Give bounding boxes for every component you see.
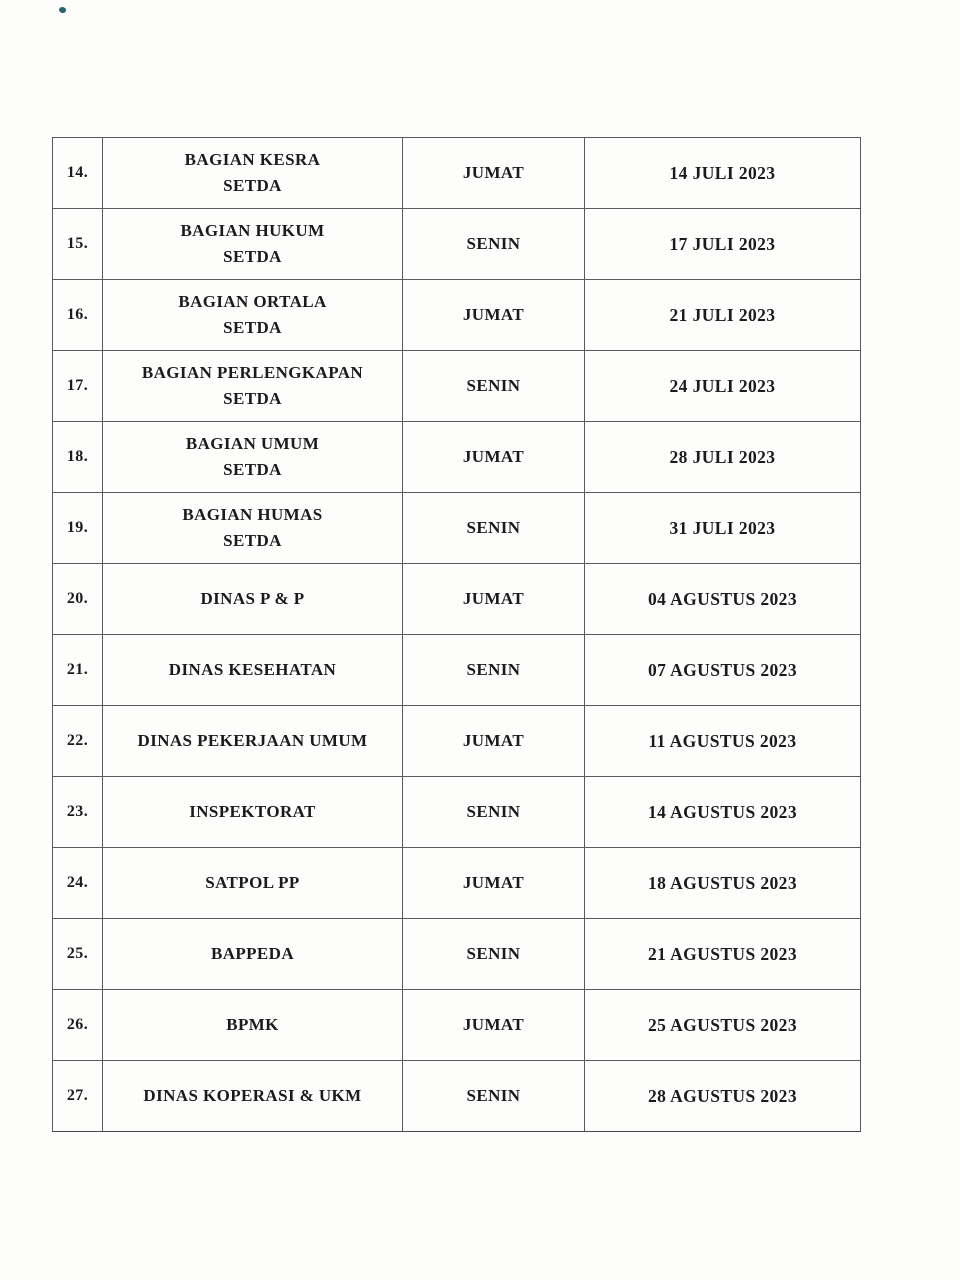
scanned-page bbox=[52, 137, 861, 1132]
unit-name-cell bbox=[103, 138, 403, 209]
date-cell: 04 AGUSTUS 2023 bbox=[585, 564, 861, 635]
day-cell: JUMAT bbox=[403, 422, 585, 493]
unit-name-line1: DINAS PEKERJAAN UMUM bbox=[137, 731, 368, 750]
ink-dot-mark bbox=[58, 6, 67, 14]
row-number-cell: 20. bbox=[53, 564, 103, 635]
day-cell: SENIN bbox=[403, 777, 585, 848]
unit-name-cell bbox=[103, 1061, 403, 1132]
unit-name-cell bbox=[103, 777, 403, 848]
unit-name-line1: BAGIAN HUMAS bbox=[182, 505, 323, 524]
date-cell: 28 AGUSTUS 2023 bbox=[585, 1061, 861, 1132]
day-cell: JUMAT bbox=[403, 564, 585, 635]
day-cell: JUMAT bbox=[403, 706, 585, 777]
row-number-cell: 27. bbox=[53, 1061, 103, 1132]
table-row bbox=[53, 493, 861, 564]
day-cell: SENIN bbox=[403, 209, 585, 280]
unit-name-line1: BAGIAN HUKUM bbox=[180, 221, 325, 240]
row-number-cell: 16. bbox=[53, 280, 103, 351]
row-number-cell: 14. bbox=[53, 138, 103, 209]
date-cell: 11 AGUSTUS 2023 bbox=[585, 706, 861, 777]
date-cell: 25 AGUSTUS 2023 bbox=[585, 990, 861, 1061]
row-number-cell: 15. bbox=[53, 209, 103, 280]
unit-name-cell bbox=[103, 209, 403, 280]
table-row bbox=[53, 848, 861, 919]
unit-name-cell bbox=[103, 635, 403, 706]
table-row bbox=[53, 706, 861, 777]
row-number-cell: 24. bbox=[53, 848, 103, 919]
unit-name-cell bbox=[103, 848, 403, 919]
date-cell: 21 JULI 2023 bbox=[585, 280, 861, 351]
unit-name-cell bbox=[103, 493, 403, 564]
unit-name-cell bbox=[103, 706, 403, 777]
date-cell: 17 JULI 2023 bbox=[585, 209, 861, 280]
unit-name-cell bbox=[103, 351, 403, 422]
unit-name-cell bbox=[103, 990, 403, 1061]
date-cell: 14 JULI 2023 bbox=[585, 138, 861, 209]
unit-name-cell bbox=[103, 280, 403, 351]
date-cell: 24 JULI 2023 bbox=[585, 351, 861, 422]
date-cell: 14 AGUSTUS 2023 bbox=[585, 777, 861, 848]
row-number-cell: 19. bbox=[53, 493, 103, 564]
unit-name-line1: INSPEKTORAT bbox=[189, 802, 316, 821]
table-row bbox=[53, 138, 861, 209]
date-cell: 31 JULI 2023 bbox=[585, 493, 861, 564]
table-row bbox=[53, 351, 861, 422]
unit-name-cell bbox=[103, 919, 403, 990]
unit-name-line2: SETDA bbox=[223, 389, 282, 408]
schedule-table-body bbox=[53, 138, 861, 1132]
day-cell: JUMAT bbox=[403, 280, 585, 351]
unit-name-line1: SATPOL PP bbox=[205, 873, 300, 892]
day-cell: JUMAT bbox=[403, 848, 585, 919]
row-number-cell: 26. bbox=[53, 990, 103, 1061]
unit-name-line1: BAGIAN PERLENGKAPAN bbox=[141, 363, 364, 382]
day-cell: SENIN bbox=[403, 635, 585, 706]
row-number-cell: 18. bbox=[53, 422, 103, 493]
day-cell: JUMAT bbox=[403, 138, 585, 209]
table-row bbox=[53, 1061, 861, 1132]
unit-name-line1: BAGIAN UMUM bbox=[185, 434, 320, 453]
unit-name-line2: SETDA bbox=[223, 247, 282, 266]
table-row bbox=[53, 564, 861, 635]
unit-name-line1: DINAS P & P bbox=[200, 589, 305, 608]
unit-name-line1: BPMK bbox=[226, 1015, 279, 1034]
day-cell: SENIN bbox=[403, 1061, 585, 1132]
table-row bbox=[53, 777, 861, 848]
day-cell: SENIN bbox=[403, 919, 585, 990]
day-cell: JUMAT bbox=[403, 990, 585, 1061]
unit-name-line1: BAPPEDA bbox=[210, 944, 295, 963]
unit-name-line1: DINAS KESEHATAN bbox=[168, 660, 337, 679]
date-cell: 28 JULI 2023 bbox=[585, 422, 861, 493]
table-row bbox=[53, 635, 861, 706]
table-row bbox=[53, 990, 861, 1061]
unit-name-line2: SETDA bbox=[223, 318, 282, 337]
table-row bbox=[53, 422, 861, 493]
table-row bbox=[53, 209, 861, 280]
row-number-cell: 25. bbox=[53, 919, 103, 990]
day-cell: SENIN bbox=[403, 493, 585, 564]
unit-name-line1: DINAS KOPERASI & UKM bbox=[143, 1086, 362, 1105]
row-number-cell: 22. bbox=[53, 706, 103, 777]
row-number-cell: 17. bbox=[53, 351, 103, 422]
unit-name-line1: BAGIAN KESRA bbox=[184, 150, 321, 169]
unit-name-cell bbox=[103, 422, 403, 493]
row-number-cell: 21. bbox=[53, 635, 103, 706]
day-cell: SENIN bbox=[403, 351, 585, 422]
unit-name-line2: SETDA bbox=[223, 531, 282, 550]
unit-name-line2: SETDA bbox=[223, 176, 282, 195]
schedule-table bbox=[52, 137, 861, 1132]
table-row bbox=[53, 919, 861, 990]
unit-name-line2: SETDA bbox=[223, 460, 282, 479]
row-number-cell: 23. bbox=[53, 777, 103, 848]
date-cell: 07 AGUSTUS 2023 bbox=[585, 635, 861, 706]
unit-name-cell bbox=[103, 564, 403, 635]
date-cell: 18 AGUSTUS 2023 bbox=[585, 848, 861, 919]
date-cell: 21 AGUSTUS 2023 bbox=[585, 919, 861, 990]
table-row bbox=[53, 280, 861, 351]
unit-name-line1: BAGIAN ORTALA bbox=[178, 292, 327, 311]
